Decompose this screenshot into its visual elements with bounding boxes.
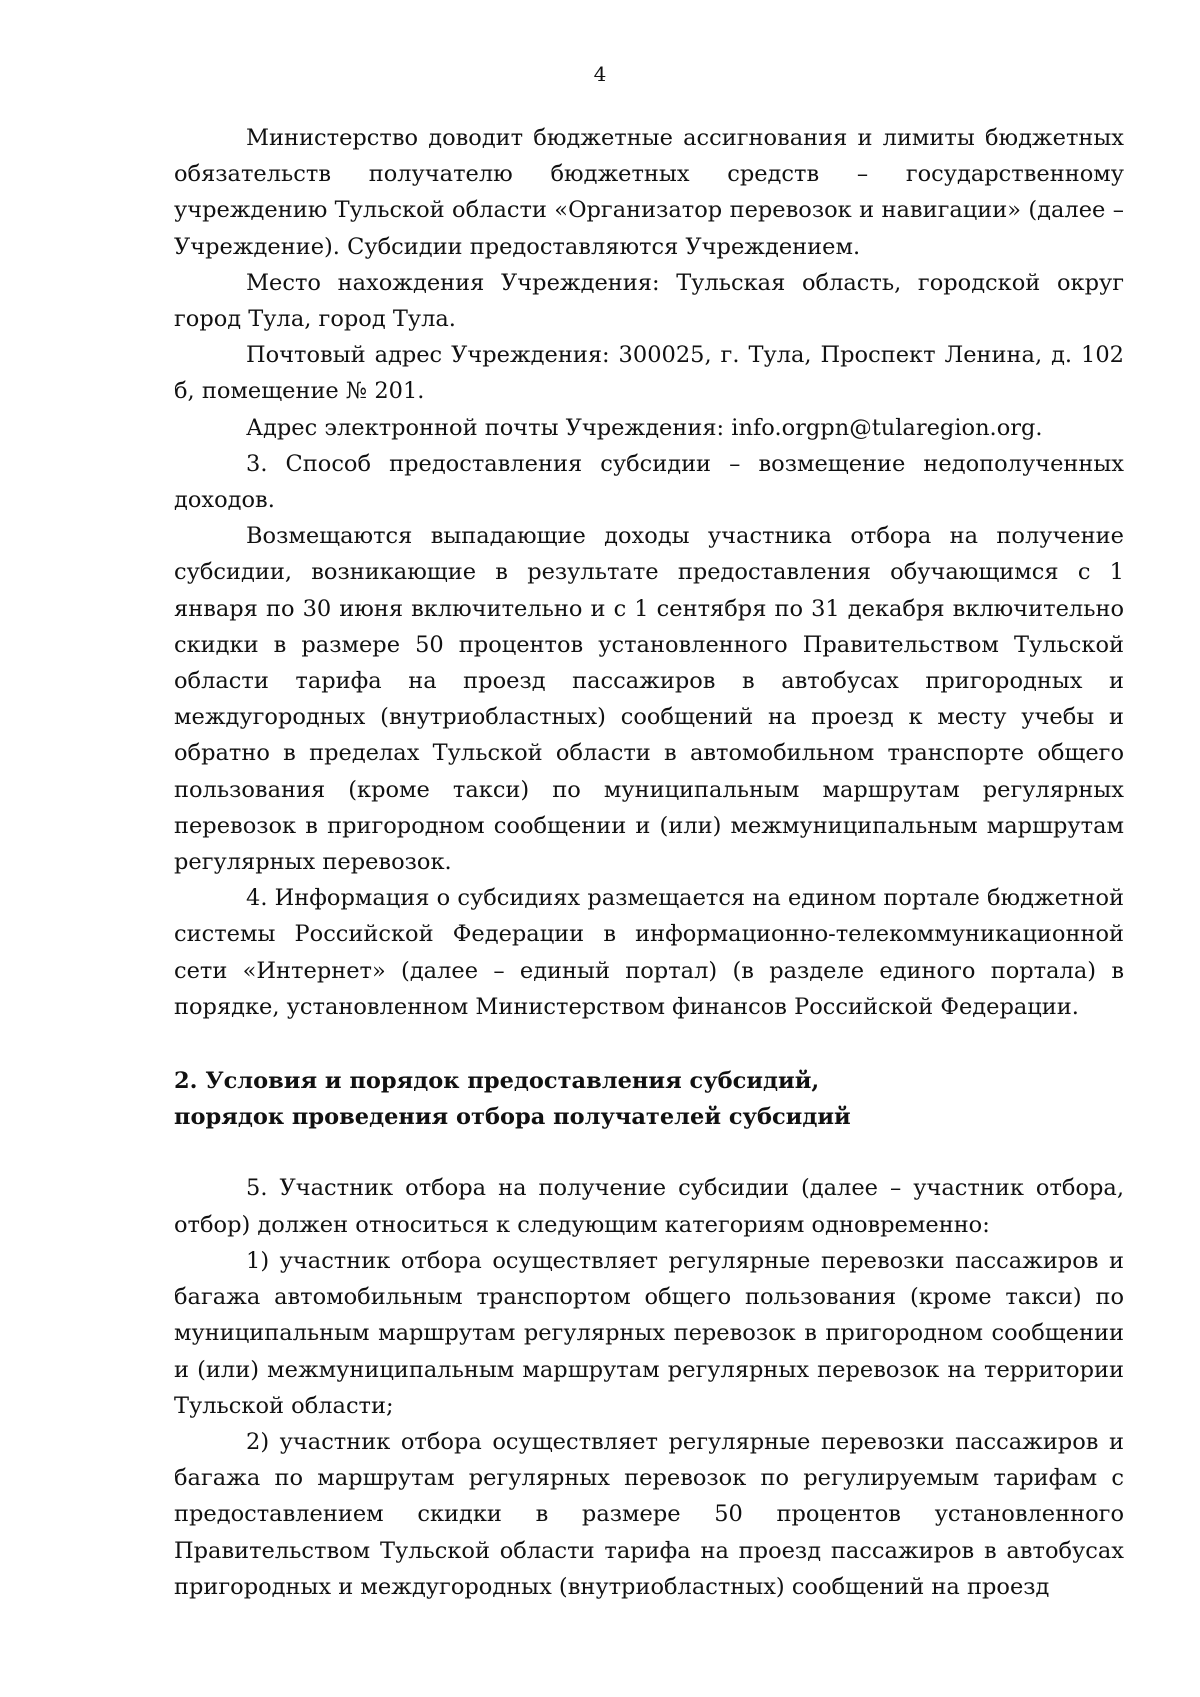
paragraph-item-4: 4. Информация о субсидиях размещается на едином портале бюджетной системы Российской Федерации в информационно-телекоммуникационной сети «Интернет» (далее – единый портал) (в разделе единого портала) в порядке, установленном Министерством финансов Российской Федерации. (174, 885, 1124, 1020)
section-heading-line-1: 2. Условия и порядок предоставления субсидий, (174, 1068, 820, 1095)
section-heading (174, 1063, 1124, 1135)
paragraph-item-3: 3. Способ предоставления субсидии – возмещение недополученных доходов. (174, 450, 1124, 514)
paragraph-location: Место нахождения Учреждения: Тульская область, городской округ город Тула, город Тула. (174, 269, 1124, 333)
paragraph-subitem-2: 2) участник отбора осуществляет регулярные перевозки пассажиров и багажа по маршрутам регулярных перевозок по регулируемым тарифам с предоставлением скидки в размере 50 процентов установленного Правительством Тульской области тарифа на проезд пассажиров в автобусах пригородных и междугородных (внутриобластных) сообщений на проезд (174, 1428, 1124, 1600)
paragraph-ministry-limits: Министерство доводит бюджетные ассигнования и лимиты бюджетных обязательств получателю бюджетных средств – государственному учреждению Тульской области «Организатор перевозок и навигации» (далее – Учреждение). Субсидии предоставляются Учреждением. (174, 125, 1124, 260)
paragraph-item-5: 5. Участник отбора на получение субсидии (далее – участник отбора, отбор) должен относиться к следующим категориям одновременно: (174, 1175, 1124, 1238)
paragraph-email: Адрес электронной почты Учреждения: info.orgpn@tularegion.org. (246, 414, 1043, 441)
paragraph-subitem-1: 1) участник отбора осуществляет регулярные перевозки пассажиров и багажа автомобильным транспортом общего пользования (кроме такси) по муниципальным маршрутам регулярных перевозок в пригородном сообщении и (или) межмуниципальным маршрутам регулярных перевозок на территории Тульской области; (174, 1247, 1124, 1419)
page-number: 4 (593, 62, 607, 86)
document-body (174, 120, 1124, 1605)
paragraph-postal-address: Почтовый адрес Учреждения: 300025, г. Тула, Проспект Ленина, д. 102 б, помещение № 201. (174, 342, 1124, 405)
section-heading-line-2: порядок проведения отбора получателей субсидий (174, 1104, 851, 1131)
paragraph-compensation: Возмещаются выпадающие доходы участника отбора на получение субсидии, возникающие в результате предоставления обучающимся с 1 января по 30 июня включительно и с 1 сентября по 31 декабря включительно скидки в размере 50 процентов установленного Правительством Тульской области тарифа на проезд пассажиров в автобусах пригородных и междугородных (внутриобластных) сообщений на проезд к месту учебы и обратно в пределах Тульской области в автомобильном транспорте общего пользования (кроме такси) по муниципальным маршрутам регулярных перевозок в пригородном сообщении и (или) межмуниципальным маршрутам регулярных перевозок. (174, 523, 1124, 876)
